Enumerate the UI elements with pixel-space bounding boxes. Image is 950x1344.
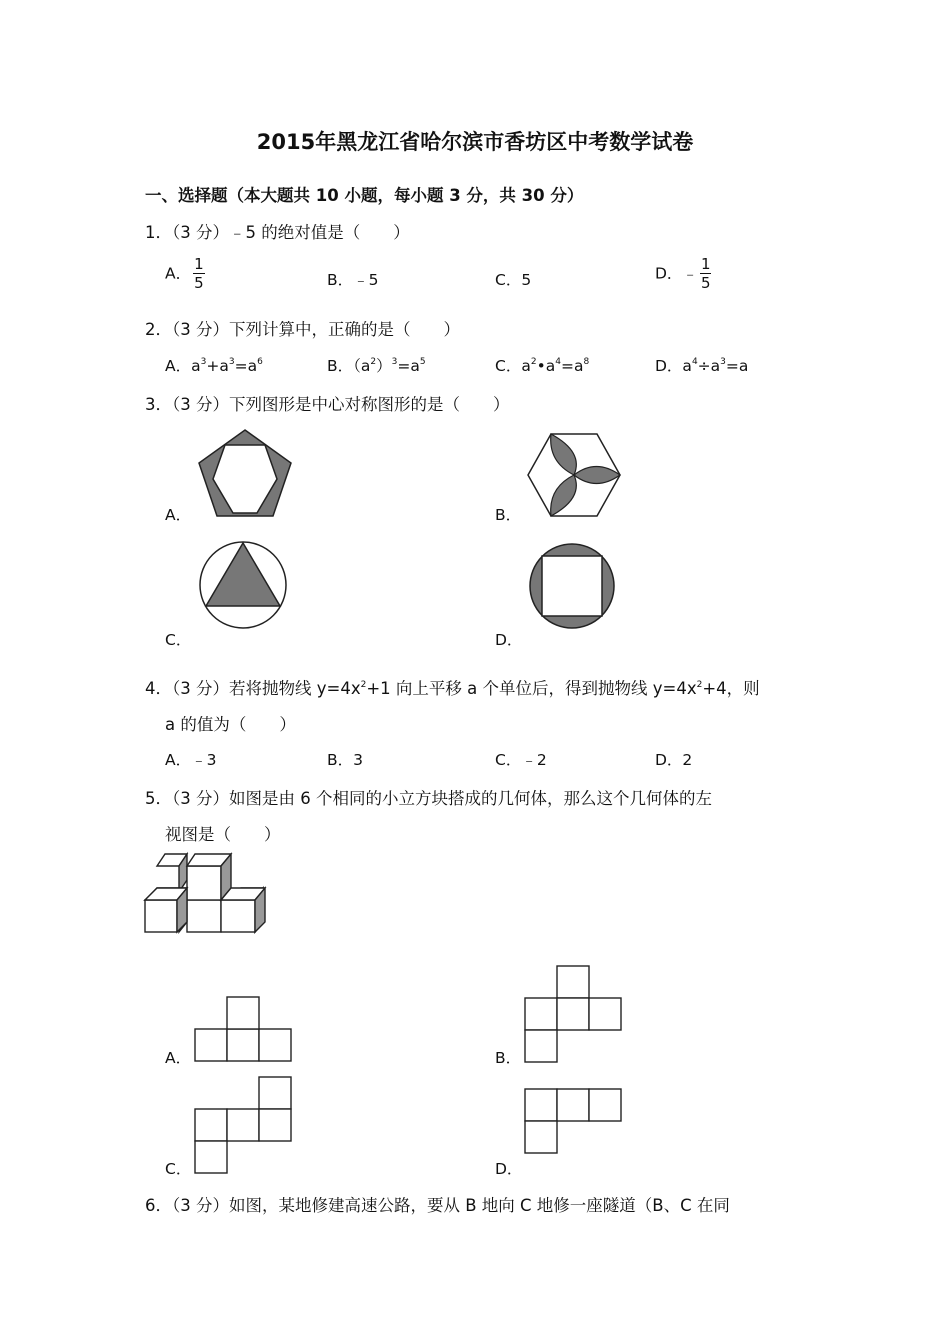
text: ÷a	[697, 357, 721, 375]
grid-square	[589, 1089, 621, 1121]
exponent: 8	[583, 357, 590, 367]
question-5-line-2: 视图是（ ）	[165, 825, 281, 844]
grid-square	[557, 1089, 589, 1121]
fraction	[700, 257, 712, 291]
text: ）	[376, 357, 392, 375]
grid-square	[525, 1121, 557, 1153]
question-4-line-1	[145, 675, 760, 699]
q1-option-a[interactable]	[165, 257, 205, 291]
grid-square	[227, 1029, 259, 1061]
text: =a	[560, 357, 584, 375]
exponent: 3	[200, 357, 207, 367]
text: =a	[725, 357, 749, 375]
question-6-line-1: 6．（3 分）如图，某地修建高速公路，要从 B 地向 C 地修一座隧道（B、C 在同	[145, 1196, 730, 1215]
exponent: 3	[720, 357, 726, 367]
exponent: 3	[228, 357, 235, 367]
question-3-stem: 3．（3 分）下列图形是中心对称图形的是（ ）	[145, 395, 510, 414]
option-label: A．	[165, 264, 192, 283]
text: +a	[206, 357, 229, 375]
exponent: 2	[360, 680, 367, 690]
grid-square	[259, 1029, 291, 1061]
text: +1 向上平移 a 个单位后，得到抛物线 y=4x	[366, 679, 697, 698]
text: •a	[536, 357, 556, 375]
q3-figure-b	[524, 432, 624, 518]
exponent: 2	[370, 357, 377, 367]
grid-square	[195, 1109, 227, 1141]
grid-square	[589, 998, 621, 1030]
q4-option-c[interactable]: C．﹣2	[495, 751, 547, 769]
question-1-stem: 1．（3 分）﹣5 的绝对值是（ ）	[145, 223, 410, 242]
page-title: 2015年黑龙江省哈尔滨市香坊区中考数学试卷	[256, 130, 694, 154]
q5-option-d[interactable]: D．	[495, 1160, 523, 1178]
q5-option-c[interactable]: C．	[165, 1160, 192, 1178]
denominator: 5	[700, 274, 711, 292]
cube-face	[221, 900, 255, 932]
q5-option-a[interactable]: A．	[165, 1049, 192, 1067]
grid-square	[259, 1077, 291, 1109]
grid-square	[227, 997, 259, 1029]
exponent: 2	[530, 357, 537, 367]
q5-figure-a	[194, 996, 292, 1062]
cube-group	[145, 854, 265, 932]
square-shape	[542, 556, 602, 616]
question-2-stem: 2．（3 分）下列计算中，正确的是（ ）	[145, 320, 460, 339]
cube-face	[187, 900, 221, 932]
text: +4，则	[702, 679, 760, 698]
text: C．a	[495, 357, 531, 375]
question-5-line-1: 5．（3 分）如图是由 6 个相同的小立方块搭成的几何体，那么这个几何体的左	[145, 789, 712, 808]
cube-face	[187, 866, 221, 900]
q3-figure-a	[195, 425, 295, 520]
text: 4．（3 分）若将抛物线 y=4x	[145, 679, 361, 698]
q3-figure-c	[198, 540, 288, 630]
exponent: 5	[419, 357, 426, 367]
q3-figure-d	[528, 542, 616, 630]
exponent: 3	[391, 357, 398, 367]
q3-option-c[interactable]: C．	[165, 631, 192, 649]
text: =a	[234, 357, 258, 375]
q1-option-b[interactable]: B．﹣5	[327, 271, 379, 289]
option-label: D．﹣	[655, 264, 698, 283]
denominator: 5	[194, 274, 204, 292]
exponent: 2	[696, 680, 703, 690]
q5-figure-d	[524, 1088, 622, 1154]
q5-figure-c	[194, 1076, 292, 1174]
grid-square	[525, 1030, 557, 1062]
q2-option-c[interactable]	[495, 354, 589, 376]
exponent: 4	[555, 357, 561, 367]
q1-option-c[interactable]: C．5	[495, 271, 532, 289]
text: B．（a	[327, 357, 371, 375]
cube-face	[145, 900, 177, 932]
q5-figure-b	[524, 965, 622, 1063]
grid-square	[227, 1109, 259, 1141]
q2-option-d[interactable]	[655, 354, 748, 376]
q2-option-a[interactable]	[165, 354, 263, 376]
q4-option-a[interactable]: A．﹣3	[165, 751, 217, 769]
q3-option-b[interactable]: B．	[495, 506, 522, 524]
grid-square	[557, 998, 589, 1030]
q4-option-d[interactable]: D．2	[655, 751, 693, 769]
grid-square	[525, 1089, 557, 1121]
text: =a	[397, 357, 420, 375]
section-heading: 一、选择题（本大题共 10 小题，每小题 3 分，共 30 分）	[145, 186, 584, 205]
q1-option-d[interactable]	[655, 257, 711, 291]
q3-option-d[interactable]: D．	[495, 631, 523, 649]
text: A．a	[165, 357, 201, 375]
exponent: 4	[691, 357, 698, 367]
numerator: 1	[700, 255, 711, 273]
q3-option-a[interactable]: A．	[165, 506, 192, 524]
grid-square	[259, 1109, 291, 1141]
q5-cube-figure	[143, 852, 268, 947]
question-4-line-2: a 的值为（ ）	[165, 715, 296, 734]
q4-option-b[interactable]: B．3	[327, 751, 363, 769]
grid-square	[195, 1141, 227, 1173]
grid-square	[525, 998, 557, 1030]
q2-option-b[interactable]	[327, 354, 426, 376]
grid-square	[557, 966, 589, 998]
q5-option-b[interactable]: B．	[495, 1049, 522, 1067]
fraction	[193, 257, 205, 291]
text: D．a	[655, 357, 692, 375]
numerator: 1	[194, 255, 204, 273]
grid-square	[195, 1029, 227, 1061]
exponent: 6	[257, 357, 263, 367]
